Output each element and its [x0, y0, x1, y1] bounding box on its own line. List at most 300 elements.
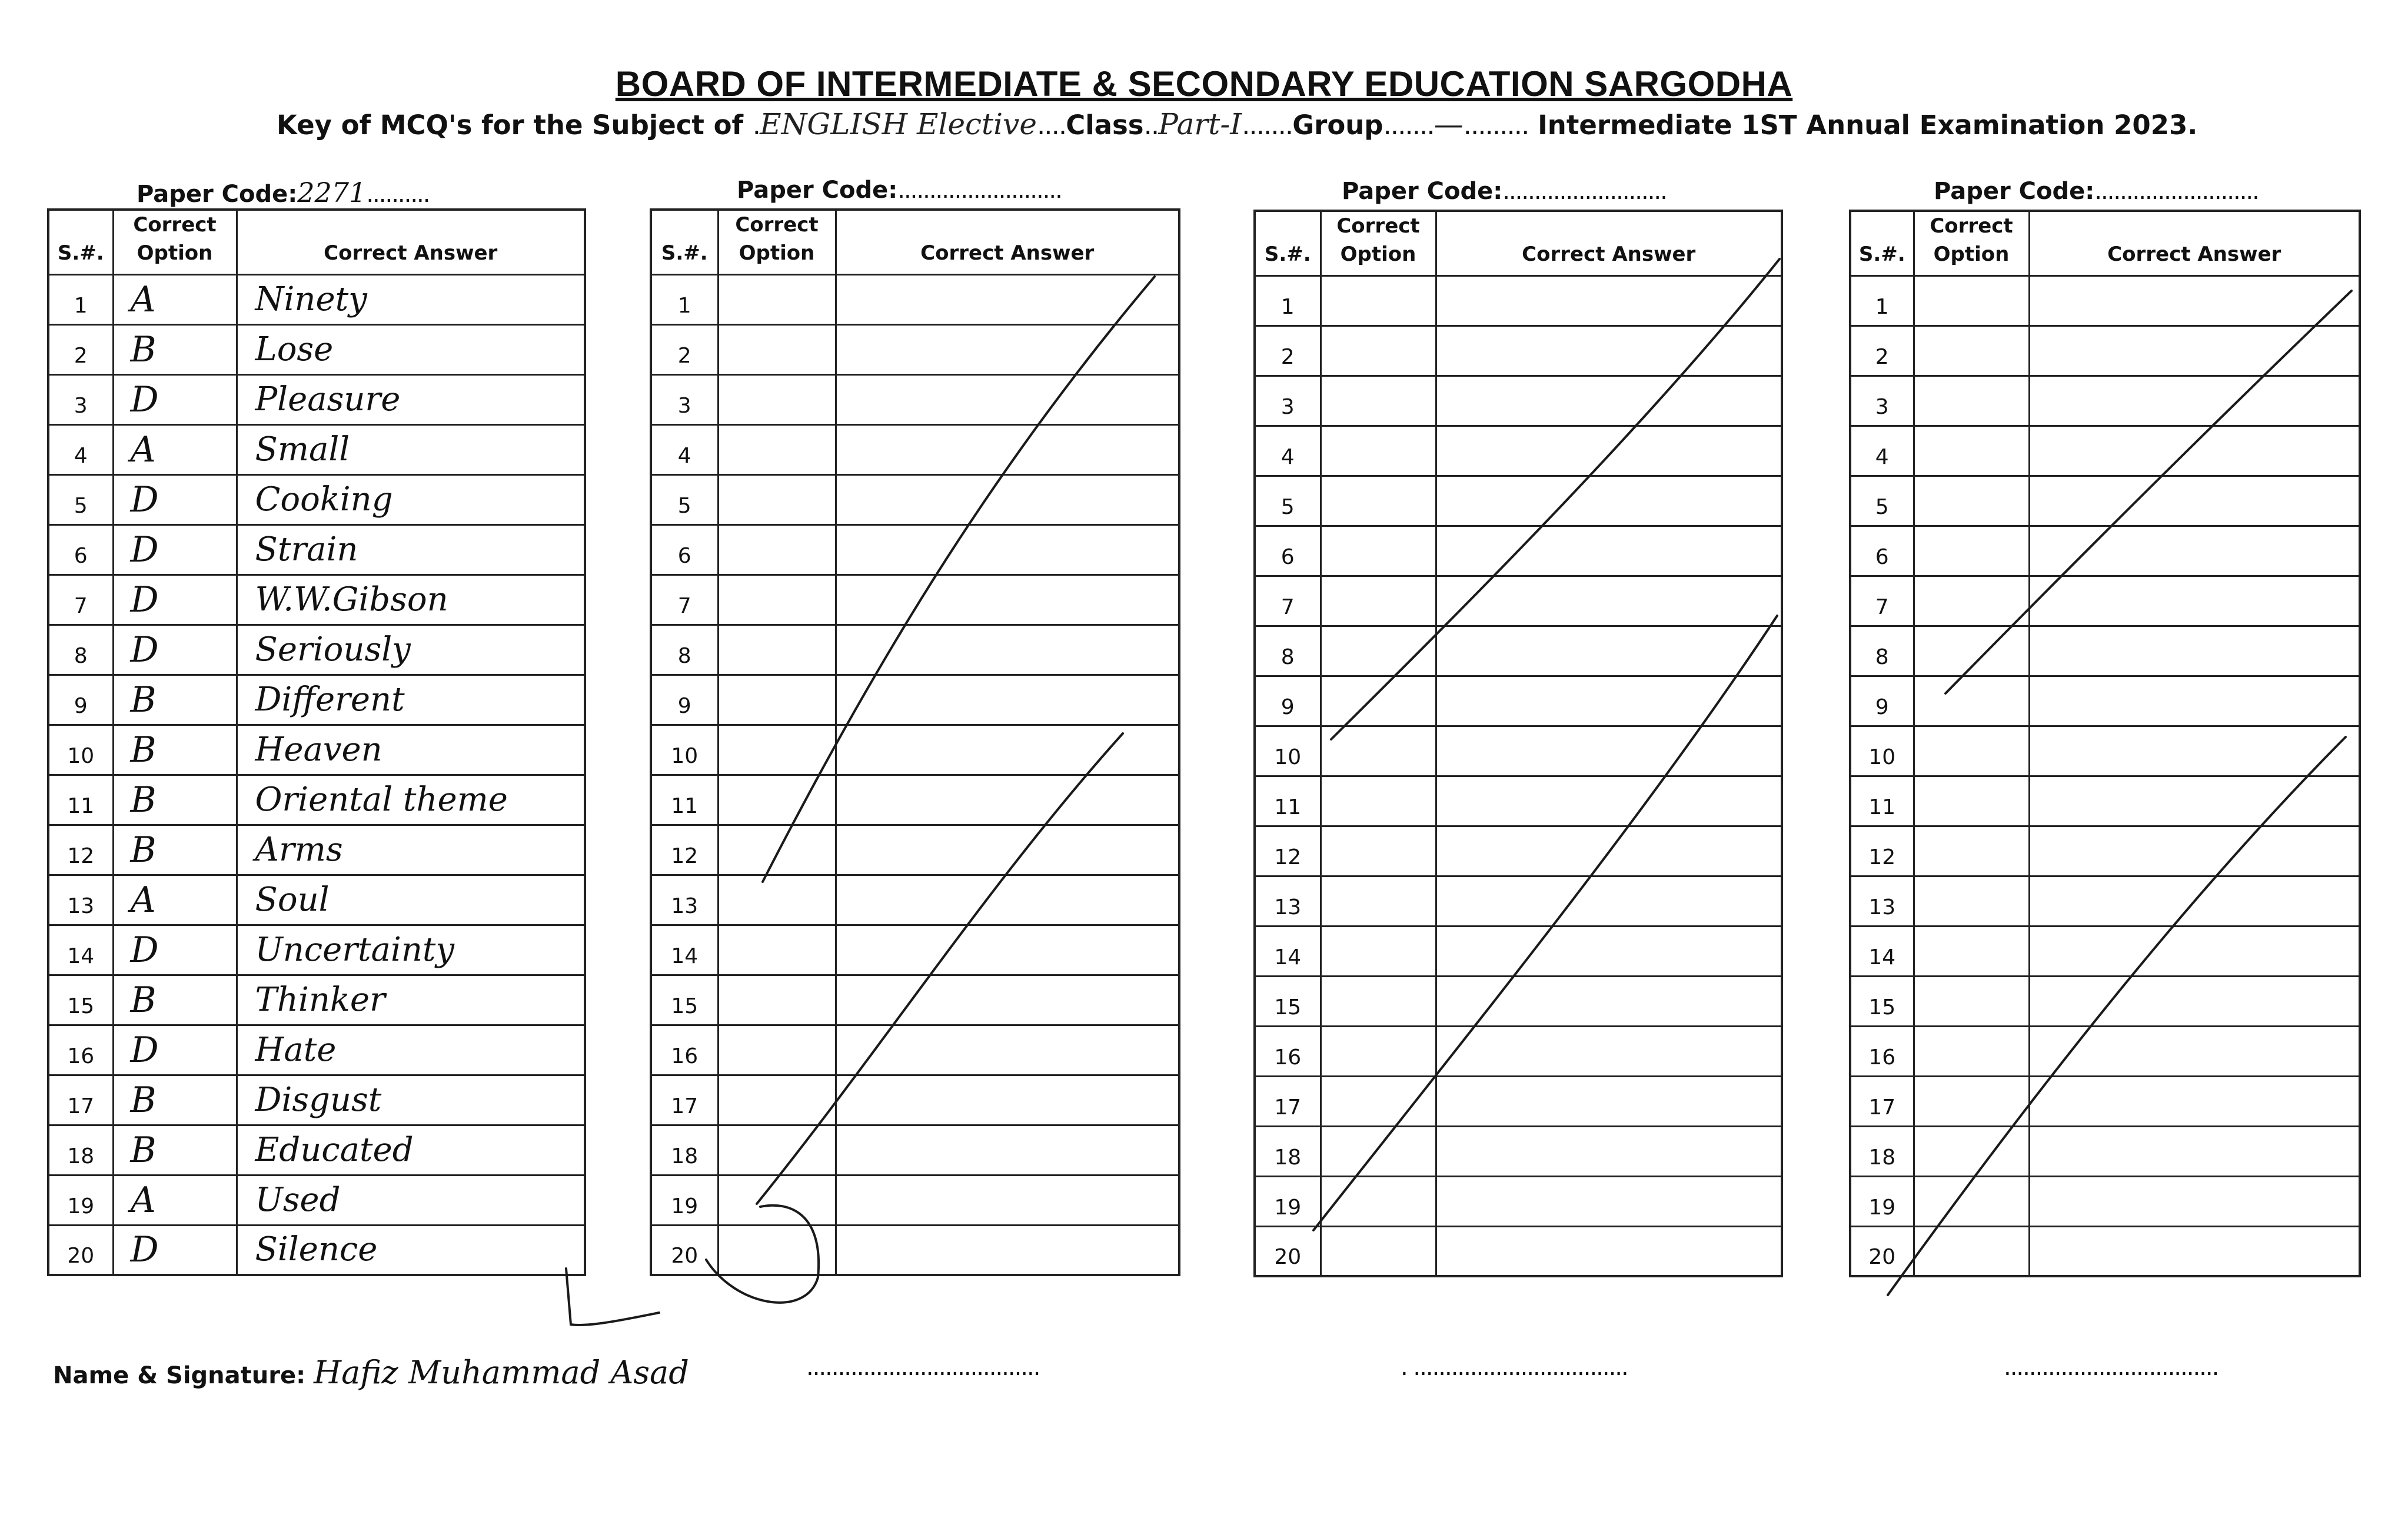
table-row — [651, 374, 1179, 424]
correct-option — [718, 274, 836, 324]
correct-answer — [836, 1025, 1179, 1075]
serial-number: 20 — [651, 1225, 718, 1275]
table-row — [48, 274, 585, 324]
correct-option — [1914, 676, 2029, 726]
option-header — [113, 210, 237, 274]
correct-option — [1321, 1076, 1436, 1126]
correct-option — [718, 1125, 836, 1175]
table-row — [1255, 1126, 1782, 1176]
table-row — [48, 474, 585, 524]
correct-option — [1321, 426, 1436, 476]
table-row — [48, 424, 585, 474]
serial-number: 8 — [48, 625, 113, 675]
correct-option — [718, 875, 836, 925]
serial-number: 3 — [1850, 376, 1914, 426]
table-row — [1255, 676, 1782, 726]
correct-option — [718, 625, 836, 675]
correct-option — [1321, 1226, 1436, 1276]
serial-number: 13 — [651, 875, 718, 925]
serial-number: 1 — [1255, 275, 1321, 326]
dotted-filler: .......................... — [897, 177, 1062, 204]
correct-option — [1321, 876, 1436, 926]
table-header-row — [1255, 211, 1782, 275]
option-header-line2: Option — [1340, 242, 1416, 266]
subject-line — [277, 107, 2197, 141]
option-header-line2: Option — [739, 241, 815, 265]
serial-number: 3 — [48, 374, 113, 424]
correct-option — [1914, 976, 2029, 1026]
table-row — [48, 1125, 585, 1175]
correct-answer — [2029, 1226, 2360, 1276]
option-header-line1: Correct — [1930, 214, 2013, 238]
answer-key-table-2 — [650, 208, 1180, 1276]
option-header-line2: Option — [1933, 242, 2010, 266]
correct-option: B — [113, 675, 237, 725]
correct-option — [1321, 626, 1436, 676]
option-header-line1: Correct — [735, 213, 819, 237]
correct-answer: Oriental theme — [237, 775, 585, 825]
table-row — [1850, 626, 2360, 676]
correct-option: D — [113, 374, 237, 424]
correct-answer — [1436, 876, 1782, 926]
paper-code-4 — [1934, 178, 2259, 205]
correct-answer — [2029, 626, 2360, 676]
table-row — [651, 675, 1179, 725]
table-row — [48, 575, 585, 625]
correct-option — [1321, 1176, 1436, 1226]
table-row — [651, 825, 1179, 875]
serial-number: 15 — [48, 975, 113, 1025]
correct-option: B — [113, 324, 237, 374]
correct-option: D — [113, 474, 237, 524]
correct-option: D — [113, 1025, 237, 1075]
option-header — [1914, 211, 2029, 275]
correct-answer: Cooking — [237, 474, 585, 524]
table-row — [1850, 1176, 2360, 1226]
table-row — [1255, 1076, 1782, 1126]
table-row — [1255, 1176, 1782, 1226]
table-row — [1255, 1226, 1782, 1276]
correct-option: D — [113, 925, 237, 975]
correct-answer — [836, 1125, 1179, 1175]
serial-number: 8 — [1850, 626, 1914, 676]
serial-number: 18 — [48, 1125, 113, 1175]
table-row — [651, 1225, 1179, 1275]
correct-option: D — [113, 1225, 237, 1275]
correct-option — [1914, 626, 2029, 676]
serial-number: 20 — [48, 1225, 113, 1275]
paper-code-label: Paper Code: — [1934, 178, 2095, 205]
serial-number: 13 — [1255, 876, 1321, 926]
table-row — [1255, 426, 1782, 476]
correct-answer — [1436, 826, 1782, 876]
answer-header: Correct Answer — [836, 210, 1179, 274]
correct-answer: Small — [237, 424, 585, 474]
serial-number: 7 — [651, 575, 718, 625]
correct-option — [718, 524, 836, 575]
board-title: BOARD OF INTERMEDIATE & SECONDARY EDUCATION SARGODHA — [615, 64, 1793, 104]
correct-answer — [2029, 926, 2360, 976]
correct-answer — [836, 1175, 1179, 1225]
serial-number: 19 — [651, 1175, 718, 1225]
sn-header: S.#. — [48, 210, 113, 274]
correct-answer — [1436, 1226, 1782, 1276]
correct-answer: Disgust — [237, 1075, 585, 1125]
correct-answer — [1436, 726, 1782, 776]
correct-answer — [836, 274, 1179, 324]
paper-code-label: Paper Code: — [1342, 178, 1503, 205]
serial-number: 2 — [1850, 326, 1914, 376]
table-row — [651, 875, 1179, 925]
serial-number: 4 — [48, 424, 113, 474]
correct-answer — [2029, 676, 2360, 726]
table-row — [1850, 1226, 2360, 1276]
correct-option — [1321, 1126, 1436, 1176]
correct-option — [718, 474, 836, 524]
serial-number: 16 — [651, 1025, 718, 1075]
correct-option — [718, 775, 836, 825]
table-row — [1255, 826, 1782, 876]
sn-header: S.#. — [1255, 211, 1321, 275]
dotted-filler: ....... — [1242, 109, 1293, 141]
correct-answer — [836, 975, 1179, 1025]
table-row — [651, 925, 1179, 975]
correct-answer — [836, 474, 1179, 524]
signature-field — [53, 1354, 689, 1391]
correct-answer: Ninety — [237, 274, 585, 324]
correct-option — [718, 675, 836, 725]
correct-option: A — [113, 1175, 237, 1225]
group-value: — — [1434, 107, 1464, 141]
correct-option — [1914, 526, 2029, 576]
table-row — [1850, 1026, 2360, 1076]
option-header-line2: Option — [137, 241, 213, 265]
correct-answer — [1436, 576, 1782, 626]
table-row — [1255, 476, 1782, 526]
table-row — [651, 424, 1179, 474]
correct-option: B — [113, 825, 237, 875]
correct-answer — [2029, 1176, 2360, 1226]
correct-answer — [1436, 1176, 1782, 1226]
option-header — [718, 210, 836, 274]
serial-number: 8 — [651, 625, 718, 675]
correct-answer — [2029, 476, 2360, 526]
serial-number: 11 — [1255, 776, 1321, 826]
serial-number: 14 — [1850, 926, 1914, 976]
correct-answer — [1436, 476, 1782, 526]
serial-number: 17 — [1255, 1076, 1321, 1126]
serial-number: 2 — [48, 324, 113, 374]
serial-number: 11 — [48, 775, 113, 825]
dotted-filler: .......... — [366, 181, 430, 208]
serial-number: 7 — [1850, 576, 1914, 626]
table-row — [1850, 926, 2360, 976]
serial-number: 15 — [651, 975, 718, 1025]
correct-option — [718, 374, 836, 424]
table-row — [48, 925, 585, 975]
correct-option: A — [113, 274, 237, 324]
correct-option — [718, 1175, 836, 1225]
dotted-filler: ....... — [1383, 109, 1434, 141]
correct-answer — [836, 524, 1179, 575]
paper-code-2 — [737, 177, 1062, 204]
table-row — [651, 474, 1179, 524]
correct-option — [1914, 876, 2029, 926]
correct-answer: Soul — [237, 875, 585, 925]
table-row — [48, 1075, 585, 1125]
paper-code-label: Paper Code: — [737, 177, 898, 204]
serial-number: 10 — [48, 725, 113, 775]
table-row — [48, 775, 585, 825]
serial-number: 12 — [651, 825, 718, 875]
table-row — [1850, 726, 2360, 776]
correct-answer — [1436, 326, 1782, 376]
correct-option — [718, 324, 836, 374]
correct-option: D — [113, 625, 237, 675]
paper-code-label: Paper Code: — [137, 181, 298, 208]
table-row — [1255, 376, 1782, 426]
table-row — [1255, 326, 1782, 376]
option-header-line1: Correct — [133, 213, 217, 237]
correct-option — [1321, 826, 1436, 876]
serial-number: 6 — [1850, 526, 1914, 576]
serial-number: 6 — [48, 524, 113, 575]
correct-option — [718, 1025, 836, 1075]
table-row — [1850, 1076, 2360, 1126]
correct-answer: Used — [237, 1175, 585, 1225]
serial-number: 16 — [1255, 1026, 1321, 1076]
serial-number: 18 — [1255, 1126, 1321, 1176]
serial-number: 13 — [48, 875, 113, 925]
table-row — [48, 625, 585, 675]
serial-number: 1 — [48, 274, 113, 324]
correct-answer: W.W.Gibson — [237, 575, 585, 625]
correct-answer — [836, 1225, 1179, 1275]
serial-number: 2 — [1255, 326, 1321, 376]
table-row — [1255, 726, 1782, 776]
table-row — [1850, 426, 2360, 476]
correct-option — [1914, 1126, 2029, 1176]
correct-answer: Different — [237, 675, 585, 725]
correct-option — [1914, 926, 2029, 976]
correct-answer — [836, 825, 1179, 875]
table-row — [48, 374, 585, 424]
correct-option: B — [113, 1075, 237, 1125]
correct-answer — [2029, 826, 2360, 876]
serial-number: 5 — [651, 474, 718, 524]
signature-name: Hafiz Muhammad Asad — [314, 1354, 689, 1391]
table-header-row — [651, 210, 1179, 274]
correct-answer — [2029, 976, 2360, 1026]
answer-header: Correct Answer — [2029, 211, 2360, 275]
paper-code-1 — [137, 177, 429, 208]
table-row — [1255, 576, 1782, 626]
table-row — [651, 625, 1179, 675]
subject-prefix: Key of MCQ's for the Subject of — [277, 109, 744, 141]
correct-option — [718, 975, 836, 1025]
table-row — [48, 1025, 585, 1075]
correct-option — [1321, 526, 1436, 576]
table-row — [48, 524, 585, 575]
table-row — [1850, 326, 2360, 376]
serial-number: 19 — [1255, 1176, 1321, 1226]
answer-header: Correct Answer — [1436, 211, 1782, 275]
correct-answer — [2029, 1126, 2360, 1176]
correct-option — [1914, 726, 2029, 776]
serial-number: 17 — [1850, 1076, 1914, 1126]
table-row — [1255, 1026, 1782, 1076]
correct-option — [1914, 1226, 2029, 1276]
signature-line-4: .................................. — [2004, 1354, 2219, 1381]
correct-answer: Educated — [237, 1125, 585, 1175]
signature-line-2: ..................................... — [806, 1354, 1040, 1381]
correct-answer — [836, 424, 1179, 474]
class-value: Part-I — [1158, 107, 1242, 141]
correct-answer — [1436, 275, 1782, 326]
table-header-row — [1850, 211, 2360, 275]
correct-option — [718, 925, 836, 975]
table-row — [1850, 576, 2360, 626]
table-row — [1850, 876, 2360, 926]
correct-option — [1321, 1026, 1436, 1076]
correct-answer — [1436, 926, 1782, 976]
correct-answer — [2029, 776, 2360, 826]
paper-code-value: 2271 — [297, 177, 367, 208]
serial-number: 15 — [1255, 976, 1321, 1026]
correct-option — [1914, 426, 2029, 476]
correct-answer — [1436, 1126, 1782, 1176]
table-row — [48, 975, 585, 1025]
correct-option — [1321, 275, 1436, 326]
serial-number: 7 — [1255, 576, 1321, 626]
table-row — [1255, 776, 1782, 826]
serial-number: 14 — [651, 925, 718, 975]
class-label: Class — [1066, 109, 1144, 141]
table-row — [48, 1225, 585, 1275]
signature-label: Name & Signature: — [53, 1362, 306, 1389]
correct-answer — [2029, 726, 2360, 776]
correct-option: D — [113, 524, 237, 575]
table-row — [1255, 275, 1782, 326]
correct-option — [1914, 476, 2029, 526]
correct-option: A — [113, 424, 237, 474]
correct-option: B — [113, 1125, 237, 1175]
table-row — [651, 775, 1179, 825]
correct-answer — [2029, 1076, 2360, 1126]
serial-number: 8 — [1255, 626, 1321, 676]
correct-option — [1321, 926, 1436, 976]
correct-option — [1321, 376, 1436, 426]
serial-number: 10 — [651, 725, 718, 775]
table-row — [48, 725, 585, 775]
correct-answer — [836, 725, 1179, 775]
table-row — [1255, 626, 1782, 676]
table-row — [651, 1175, 1179, 1225]
correct-option — [1914, 826, 2029, 876]
serial-number: 2 — [651, 324, 718, 374]
table-row — [651, 324, 1179, 374]
correct-answer — [836, 374, 1179, 424]
correct-option — [1914, 1176, 2029, 1226]
correct-answer — [1436, 1026, 1782, 1076]
serial-number: 4 — [1850, 426, 1914, 476]
correct-option — [718, 825, 836, 875]
paper-code-3 — [1342, 178, 1667, 205]
sn-header: S.#. — [1850, 211, 1914, 275]
correct-answer — [1436, 676, 1782, 726]
correct-answer — [2029, 326, 2360, 376]
correct-option — [1321, 776, 1436, 826]
correct-option: B — [113, 975, 237, 1025]
answer-header: Correct Answer — [237, 210, 585, 274]
correct-option — [718, 1225, 836, 1275]
table-row — [651, 975, 1179, 1025]
table-row — [651, 1075, 1179, 1125]
serial-number: 14 — [48, 925, 113, 975]
correct-option — [1321, 726, 1436, 776]
serial-number: 12 — [1255, 826, 1321, 876]
serial-number: 13 — [1850, 876, 1914, 926]
table-row — [48, 1175, 585, 1225]
serial-number: 16 — [1850, 1026, 1914, 1076]
correct-option — [1914, 576, 2029, 626]
correct-answer: Heaven — [237, 725, 585, 775]
dotted-filler: .......................... — [2094, 178, 2259, 205]
correct-answer — [1436, 426, 1782, 476]
serial-number: 16 — [48, 1025, 113, 1075]
serial-number: 11 — [1850, 776, 1914, 826]
option-header — [1321, 211, 1436, 275]
table-row — [651, 274, 1179, 324]
correct-answer: Silence — [237, 1225, 585, 1275]
subject-value: ENGLISH Elective — [760, 107, 1037, 141]
correct-answer — [836, 1075, 1179, 1125]
table-row — [1850, 976, 2360, 1026]
serial-number: 17 — [48, 1075, 113, 1125]
correct-option — [718, 424, 836, 474]
correct-answer — [2029, 426, 2360, 476]
serial-number: 7 — [48, 575, 113, 625]
correct-option — [1321, 576, 1436, 626]
correct-answer — [1436, 626, 1782, 676]
signature-stroke — [566, 1269, 659, 1325]
table-row — [651, 1125, 1179, 1175]
correct-option — [1914, 275, 2029, 326]
serial-number: 5 — [48, 474, 113, 524]
table-row — [1850, 526, 2360, 576]
table-header-row — [48, 210, 585, 274]
serial-number: 20 — [1255, 1226, 1321, 1276]
correct-answer: Seriously — [237, 625, 585, 675]
correct-answer: Hate — [237, 1025, 585, 1075]
serial-number: 19 — [1850, 1176, 1914, 1226]
group-label: Group — [1292, 109, 1383, 141]
serial-number: 9 — [651, 675, 718, 725]
correct-answer — [836, 675, 1179, 725]
correct-option — [1914, 1076, 2029, 1126]
table-row — [1255, 926, 1782, 976]
table-row — [651, 524, 1179, 575]
correct-answer: Strain — [237, 524, 585, 575]
table-row — [651, 725, 1179, 775]
answer-key-table-3 — [1253, 210, 1783, 1277]
correct-answer — [836, 625, 1179, 675]
correct-answer — [836, 575, 1179, 625]
correct-answer — [836, 875, 1179, 925]
correct-answer — [2029, 1026, 2360, 1076]
table-row — [651, 1025, 1179, 1075]
answer-key-table-4 — [1849, 210, 2361, 1277]
